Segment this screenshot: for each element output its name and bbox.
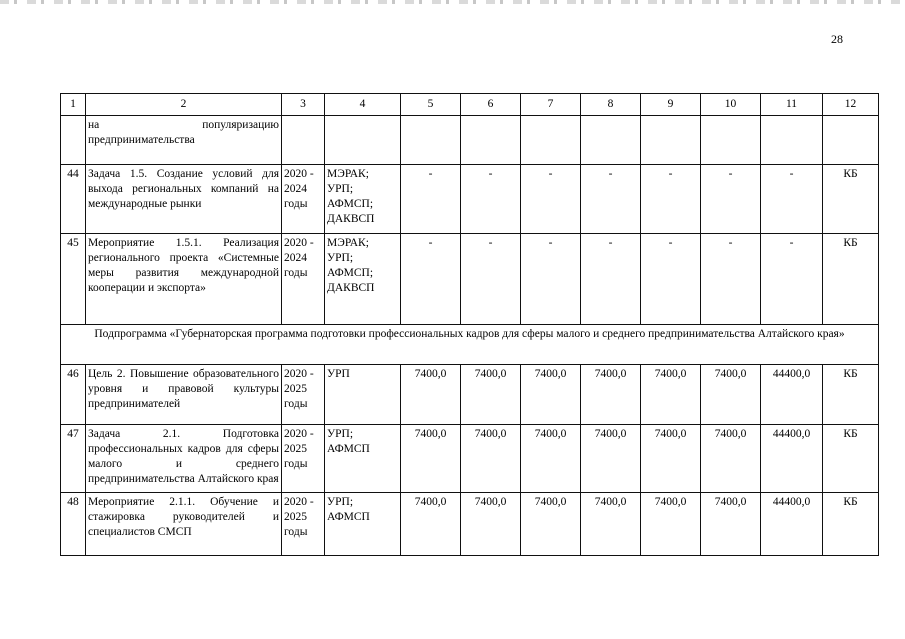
header-cell: 8 [581, 94, 641, 116]
row-value: 7400,0 [581, 493, 641, 556]
row-value [761, 116, 823, 165]
table-row [61, 234, 879, 325]
row-value: 7400,0 [701, 425, 761, 493]
row-period: 2020 - 2025 годы [282, 425, 325, 493]
row-value: 7400,0 [521, 365, 581, 425]
row-period: 2020 - 2024 годы [282, 165, 325, 234]
row-source [823, 116, 879, 165]
row-value [641, 116, 701, 165]
row-value: - [401, 165, 461, 234]
row-value: - [641, 165, 701, 234]
row-name: Задача 1.5. Создание условий для выхода региональных компаний на международные рынки [86, 165, 282, 234]
row-number: 48 [61, 493, 86, 556]
row-executors [325, 116, 401, 165]
row-value: - [461, 165, 521, 234]
row-period: 2020 - 2025 годы [282, 365, 325, 425]
row-value: - [581, 234, 641, 325]
row-value [521, 116, 581, 165]
header-cell: 1 [61, 94, 86, 116]
row-number: 46 [61, 365, 86, 425]
row-value: 7400,0 [701, 493, 761, 556]
row-value: - [401, 234, 461, 325]
row-value: - [641, 234, 701, 325]
header-cell: 3 [282, 94, 325, 116]
row-value: 7400,0 [581, 425, 641, 493]
row-value: - [521, 234, 581, 325]
row-number: 45 [61, 234, 86, 325]
header-cell: 5 [401, 94, 461, 116]
row-value: 44400,0 [761, 365, 823, 425]
row-value [401, 116, 461, 165]
row-value: 7400,0 [641, 425, 701, 493]
row-value: 44400,0 [761, 425, 823, 493]
row-value: 7400,0 [641, 493, 701, 556]
row-value [701, 116, 761, 165]
row-period [282, 116, 325, 165]
table-row [61, 116, 879, 165]
row-period: 2020 - 2025 годы [282, 493, 325, 556]
row-value: 7400,0 [401, 425, 461, 493]
row-value: 44400,0 [761, 493, 823, 556]
header-cell: 10 [701, 94, 761, 116]
header-row [61, 94, 879, 116]
header-cell: 4 [325, 94, 401, 116]
row-executors: МЭРАК; УРП; АФМСП; ДАКВСП [325, 165, 401, 234]
row-executors: МЭРАК; УРП; АФМСП; ДАКВСП [325, 234, 401, 325]
header-cell: 7 [521, 94, 581, 116]
row-value: - [701, 234, 761, 325]
row-source: КБ [823, 425, 879, 493]
row-value: 7400,0 [401, 493, 461, 556]
table-row [61, 493, 879, 556]
program-table [60, 93, 879, 556]
row-executors: УРП; АФМСП [325, 425, 401, 493]
row-name: Мероприятие 1.5.1. Реализация регионального проекта «Системные меры развития международной кооперации и экспорта» [86, 234, 282, 325]
row-name: на популяризацию предпринимательства [86, 116, 282, 165]
row-value: - [461, 234, 521, 325]
subprogram-title: Подпрограмма «Губернаторская программа подготовки профессиональных кадров для сферы малого и среднего предпринимательства Алтайского края» [61, 325, 879, 365]
subprogram-row [61, 325, 879, 365]
row-value: - [521, 165, 581, 234]
header-cell: 9 [641, 94, 701, 116]
row-value: - [761, 165, 823, 234]
row-value: - [761, 234, 823, 325]
scan-edge-artifact [0, 0, 905, 4]
row-name: Задача 2.1. Подготовка профессиональных кадров для сферы малого и среднего предпринимательства Алтайского края [86, 425, 282, 493]
row-value [581, 116, 641, 165]
table-row [61, 365, 879, 425]
header-cell: 11 [761, 94, 823, 116]
row-source: КБ [823, 234, 879, 325]
row-number: 44 [61, 165, 86, 234]
row-source: КБ [823, 493, 879, 556]
table-row [61, 165, 879, 234]
row-value: 7400,0 [521, 493, 581, 556]
row-value: 7400,0 [581, 365, 641, 425]
header-cell: 2 [86, 94, 282, 116]
row-value: 7400,0 [461, 365, 521, 425]
row-number: 47 [61, 425, 86, 493]
row-source: КБ [823, 365, 879, 425]
row-name: Мероприятие 2.1.1. Обучение и стажировка руководителей и специалистов СМСП [86, 493, 282, 556]
row-value: - [701, 165, 761, 234]
row-executors: УРП [325, 365, 401, 425]
row-value: 7400,0 [521, 425, 581, 493]
row-executors: УРП; АФМСП [325, 493, 401, 556]
row-period: 2020 - 2024 годы [282, 234, 325, 325]
table-row [61, 425, 879, 493]
row-value [461, 116, 521, 165]
row-name: Цель 2. Повышение образовательного уровня и правовой культуры предпринимателей [86, 365, 282, 425]
row-value: 7400,0 [641, 365, 701, 425]
row-value: 7400,0 [461, 493, 521, 556]
row-source: КБ [823, 165, 879, 234]
row-value: - [581, 165, 641, 234]
row-value: 7400,0 [701, 365, 761, 425]
row-value: 7400,0 [401, 365, 461, 425]
row-value: 7400,0 [461, 425, 521, 493]
page-number: 28 [831, 32, 843, 46]
header-cell: 6 [461, 94, 521, 116]
header-cell: 12 [823, 94, 879, 116]
row-number [61, 116, 86, 165]
